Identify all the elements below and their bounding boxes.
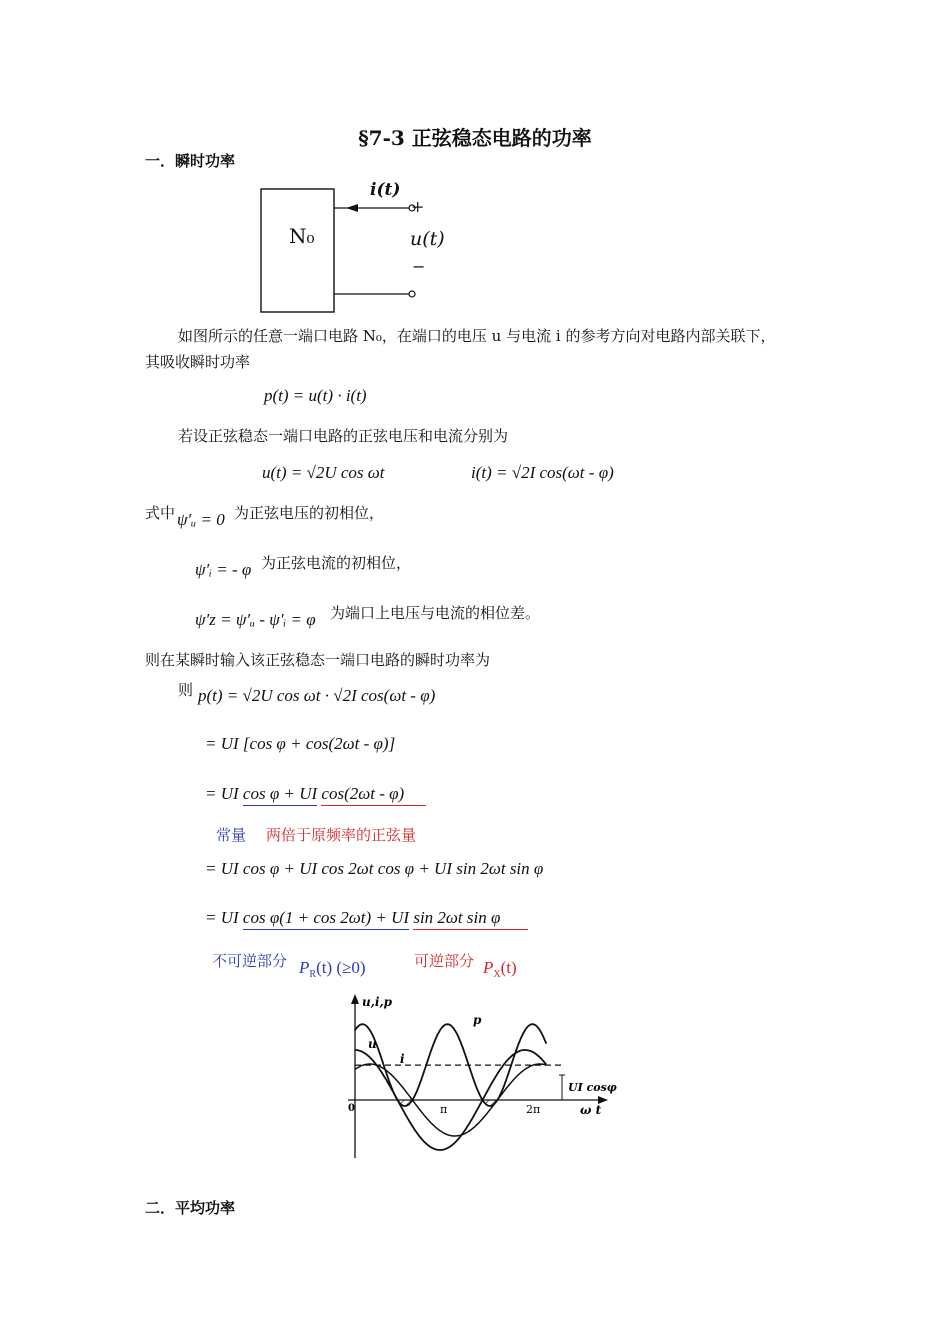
waveform-plot <box>330 990 620 1165</box>
page-title: §7-3 正弦稳态电路的功率 <box>358 126 592 150</box>
eq5-ui: = UI <box>205 908 239 927</box>
equation-power-product: p(t) = u(t) · i(t) <box>264 386 367 405</box>
u-label: u <box>368 1037 377 1051</box>
equation-current-phase: ψ′ᵢ = - φ <box>195 560 252 579</box>
voltage-label: u(t) <box>410 228 445 250</box>
bottom-terminal <box>409 291 415 297</box>
eq3-constant-term: cos φ + UI <box>243 784 317 806</box>
where-label: 式中 <box>145 504 176 522</box>
two-pi-label: 2π <box>526 1103 541 1116</box>
uicos-label: UI cosφ <box>568 1081 617 1094</box>
current-arrow <box>346 204 358 212</box>
pr-tail: (t) (≥0) <box>316 958 366 977</box>
omega-t-label: ω t <box>580 1103 602 1117</box>
eq3-double-freq-term: cos(2ωt - φ) <box>321 784 426 806</box>
current-phase-text: 为正弦电流的初相位， <box>261 554 412 572</box>
pi-label: π <box>440 1103 448 1116</box>
then-label: 则 <box>178 681 194 699</box>
equation-current: i(t) = √2I cos(ωt - φ) <box>471 463 614 482</box>
label-double-frequency: 两倍于原频率的正弦量 <box>266 826 417 844</box>
equation-line-4: = UI cos φ + UI cos 2ωt cos φ + UI sin 2ωt sin φ <box>205 859 544 878</box>
equation-phase-difference: ψ′z = ψ′ᵤ - ψ′ᵢ = φ <box>195 610 316 629</box>
pr-subscript: R <box>309 969 317 980</box>
px-tail: (t) <box>500 958 517 977</box>
phase-difference-text: 为端口上电压与电流的相位差。 <box>330 604 541 622</box>
eq3-ui: = UI <box>205 784 239 803</box>
eq5-irreversible-term: cos φ(1 + cos 2ωt) + UI <box>243 908 409 930</box>
paragraph-1-line-1: 如图所示的任意一端口电路 N₀，在端口的电压 u 与电流 i 的参考方向对电路内部关联下， <box>178 327 776 345</box>
paragraph-3: 则在某瞬时输入该正弦稳态一端口电路的瞬时功率为 <box>145 651 491 669</box>
label-reversible: 可逆部分 <box>414 952 475 970</box>
label-px <box>483 958 517 980</box>
paragraph-2: 若设正弦稳态一端口电路的正弦电压和电流分别为 <box>178 427 509 445</box>
plus-sign: + <box>411 197 425 216</box>
minus-sign: − <box>412 257 426 276</box>
eq5-reversible-term: sin 2ωt sin φ <box>413 908 528 930</box>
section-heading-instantaneous: 一．瞬时功率 <box>145 152 236 170</box>
label-irreversible: 不可逆部分 <box>212 952 288 970</box>
current-label: i(t) <box>370 180 401 200</box>
i-label: i <box>400 1052 405 1066</box>
y-axis-arrow <box>351 994 359 1004</box>
section-heading-average: 二．平均功率 <box>145 1199 236 1217</box>
equation-line-1: p(t) = √2U cos ωt · √2I cos(ωt - φ) <box>198 686 436 705</box>
label-pr <box>299 958 366 980</box>
network-label: N₀ <box>289 224 315 248</box>
equation-voltage-phase: ψ′ᵤ = 0 <box>177 510 225 529</box>
pr-symbol: P <box>299 958 310 977</box>
equation-voltage: u(t) = √2U cos ωt <box>262 463 385 482</box>
p-label: p <box>473 1013 482 1027</box>
equation-line-3 <box>205 784 426 804</box>
equation-line-5 <box>205 908 528 928</box>
origin-label: 0 <box>348 1103 355 1114</box>
paragraph-1-line-2: 其吸收瞬时功率 <box>145 353 251 371</box>
axis-label: u,i,p <box>362 995 393 1009</box>
px-symbol: P <box>483 958 494 977</box>
network-box <box>261 189 334 312</box>
equation-line-2: = UI [cos φ + cos(2ωt - φ)] <box>205 734 396 753</box>
label-constant: 常量 <box>216 826 247 844</box>
voltage-phase-text: 为正弦电压的初相位， <box>234 504 385 522</box>
px-subscript: X <box>493 969 501 980</box>
